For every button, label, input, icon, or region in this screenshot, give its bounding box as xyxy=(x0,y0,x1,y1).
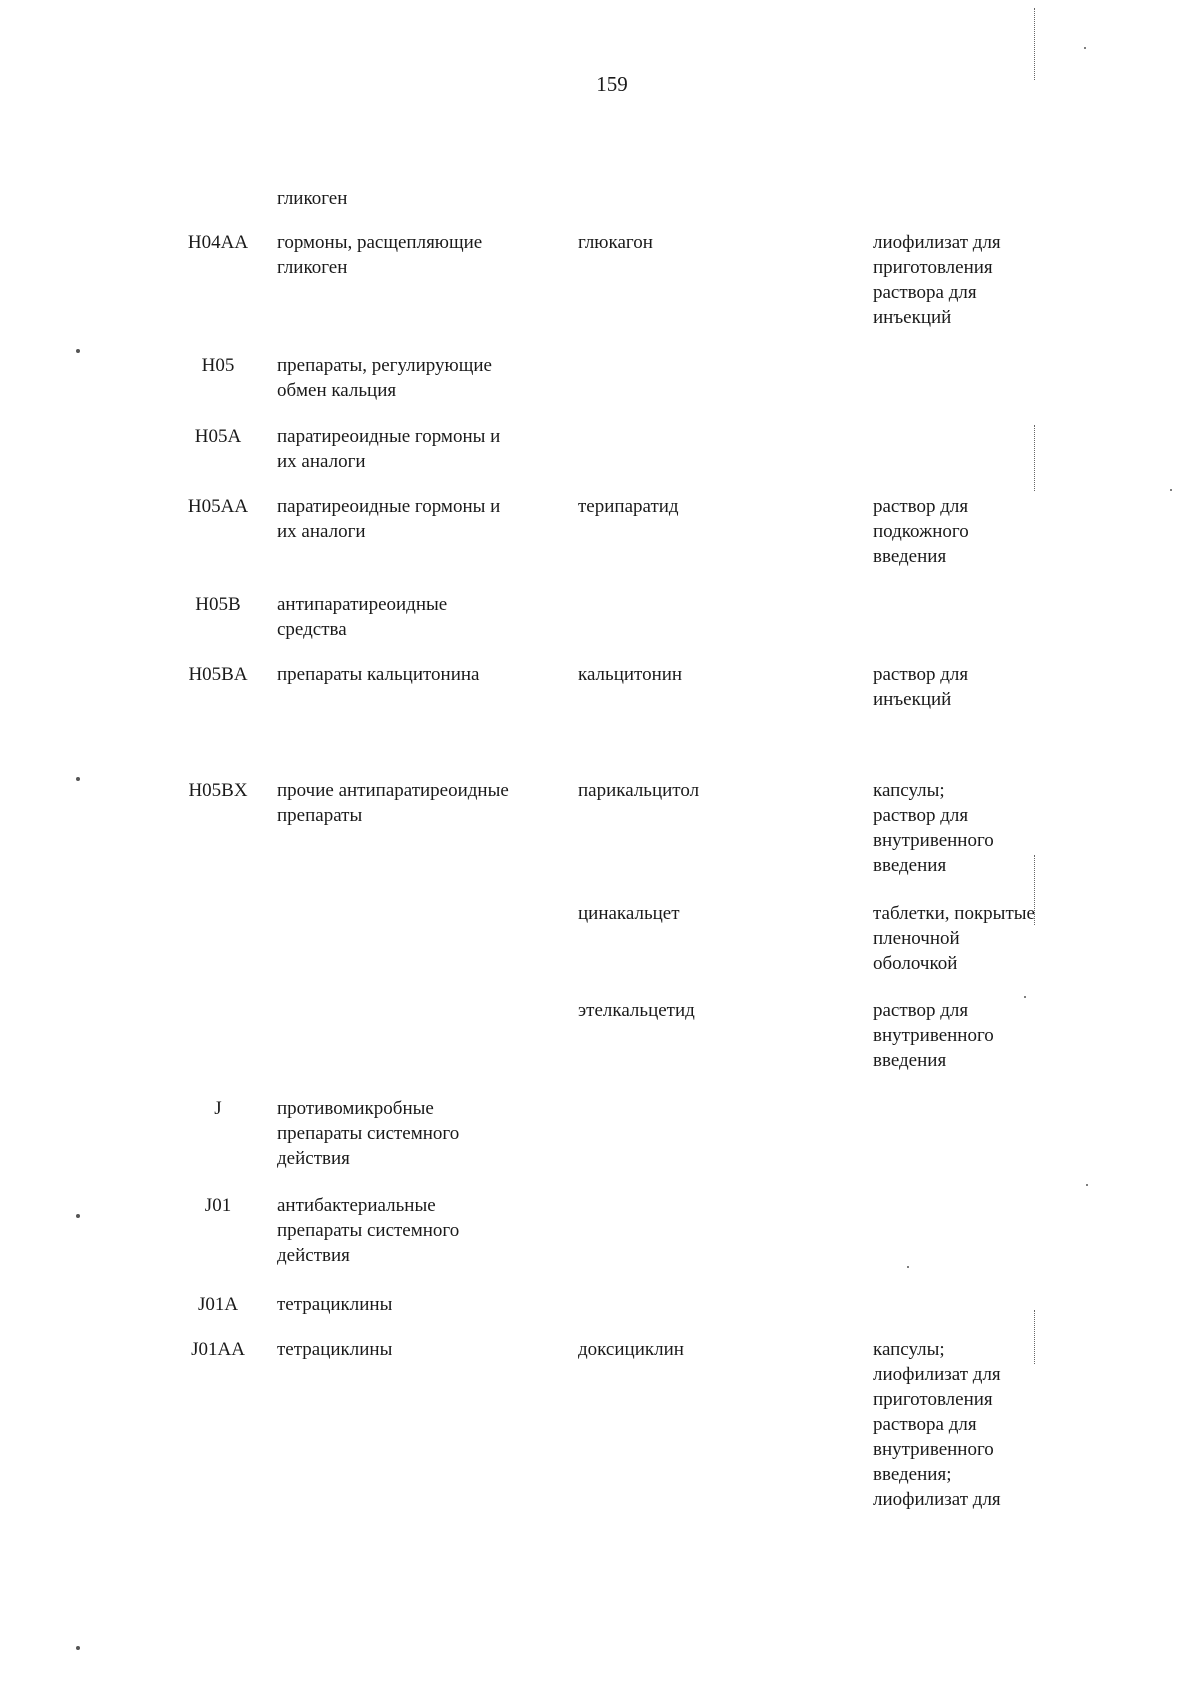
dosage-form: таблетки, покрытые пленочной оболочкой xyxy=(873,903,1035,974)
pharmacological-group: препараты кальцитонина xyxy=(277,664,480,685)
pharmacological-group: тетрациклины xyxy=(277,1294,393,1315)
atc-code: J01A xyxy=(197,1294,239,1315)
drug-name: глюкагон xyxy=(578,232,653,253)
dosage-form: лиофилизат для приготовления раствора для инъекций xyxy=(873,232,1001,328)
pharmacological-group: препараты, регулирующие обмен кальция xyxy=(277,355,492,401)
dosage-form: капсулы; лиофилизат для приготовления раствора для внутривенного введения; лиофилизат для xyxy=(873,1339,1001,1510)
scan-line xyxy=(1034,8,1035,80)
scan-speck xyxy=(76,1646,80,1650)
scan-speck xyxy=(1084,47,1086,49)
pharmacological-group: антипаратиреоидные средства xyxy=(277,594,448,640)
drug-name: парикальцитол xyxy=(578,780,700,801)
scan-speck xyxy=(76,1214,80,1218)
drug-name: этелкальцетид xyxy=(578,1000,695,1021)
scan-line xyxy=(1034,855,1035,925)
drug-name: доксициклин xyxy=(578,1339,684,1360)
drug-name: цинакальцет xyxy=(578,903,680,924)
scan-speck xyxy=(76,777,80,781)
atc-code: J01AA xyxy=(191,1339,245,1360)
atc-code: H05BA xyxy=(188,664,248,685)
pharmacological-group: паратиреоидные гормоны и их аналоги xyxy=(277,496,501,542)
pharmacological-group: гликоген xyxy=(277,188,348,209)
pharmacological-group: противомикробные препараты системного действия xyxy=(277,1098,460,1169)
atc-code: H05B xyxy=(195,594,241,615)
atc-code: H05 xyxy=(201,355,235,376)
scan-speck xyxy=(1086,1184,1088,1186)
pharmacological-group: прочие антипаратиреоидные препараты xyxy=(277,780,509,826)
atc-code: H05AA xyxy=(187,496,249,517)
atc-code: H05BX xyxy=(188,780,248,801)
drug-name: кальцитонин xyxy=(578,664,683,685)
pharmacological-group: гормоны, расщепляющие гликоген xyxy=(277,232,483,278)
pharmacological-group: тетрациклины xyxy=(277,1339,393,1360)
dosage-form: капсулы; раствор для внутривенного введения xyxy=(873,780,994,876)
atc-code: H04AA xyxy=(187,232,249,253)
atc-code: H05A xyxy=(194,426,242,447)
drug-name: терипаратид xyxy=(578,496,679,517)
dosage-form: раствор для инъекций xyxy=(873,664,969,710)
scan-speck xyxy=(76,349,80,353)
scan-speck xyxy=(907,1266,909,1268)
dosage-form: раствор для внутривенного введения xyxy=(873,1000,994,1071)
atc-code: J01 xyxy=(204,1195,232,1216)
scan-speck xyxy=(1024,996,1026,998)
pharmacological-group: паратиреоидные гормоны и их аналоги xyxy=(277,426,501,472)
dosage-form: раствор для подкожного введения xyxy=(873,496,969,567)
scan-speck xyxy=(1170,489,1172,491)
scan-line xyxy=(1034,1310,1035,1364)
atc-code: J xyxy=(214,1098,222,1119)
page-number: 159 xyxy=(596,72,628,96)
scan-line xyxy=(1034,425,1035,491)
pharmacological-group: антибактериальные препараты системного действия xyxy=(277,1195,460,1266)
